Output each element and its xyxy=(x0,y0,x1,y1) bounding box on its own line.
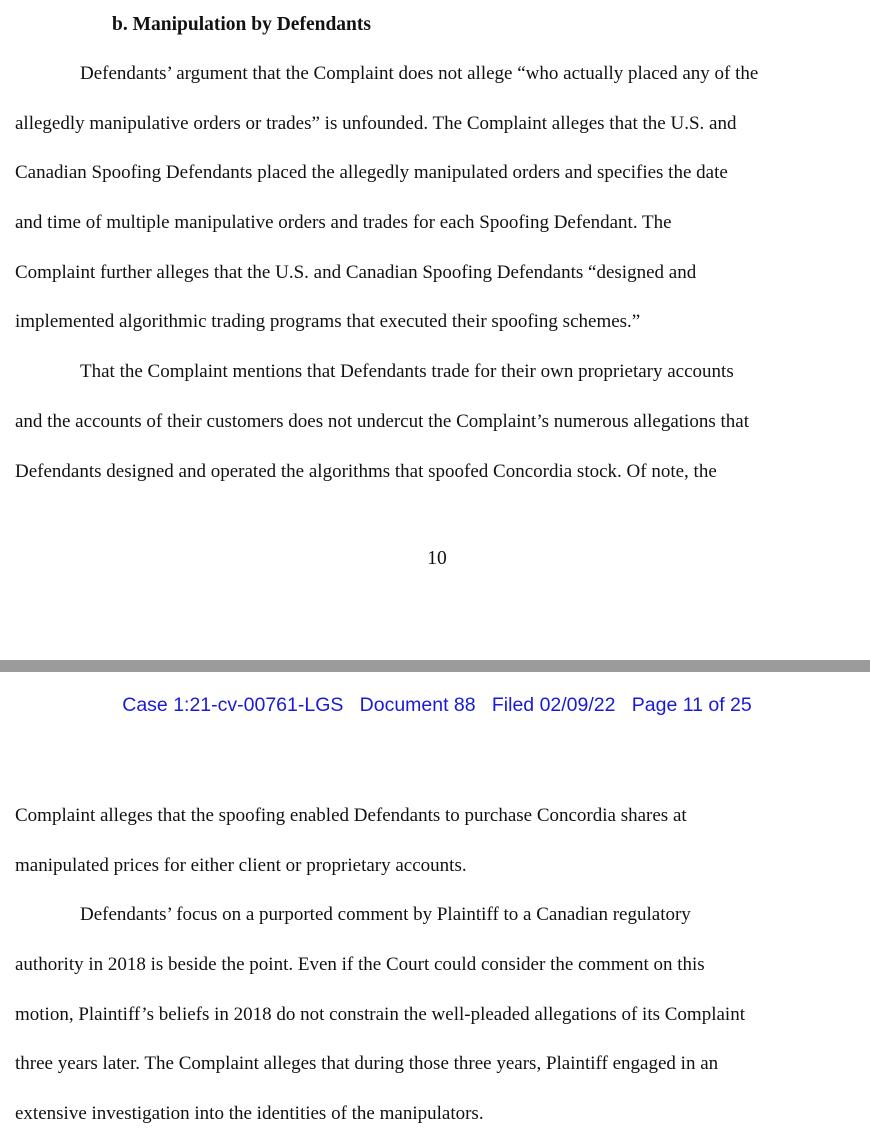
paragraph-line: motion, Plaintiff’s beliefs in 2018 do not constrain the well-pleaded allegations of its Complaint xyxy=(15,1003,745,1025)
case-header xyxy=(0,694,870,717)
paragraph-line: and the accounts of their customers does not undercut the Complaint’s numerous allegations that xyxy=(15,410,749,432)
page-of-total: Page 11 of 25 xyxy=(631,694,752,716)
page-divider xyxy=(0,660,870,672)
paragraph-line: implemented algorithmic trading programs that executed their spoofing schemes.” xyxy=(15,311,641,333)
paragraph-line: Defendants’ focus on a purported comment by Plaintiff to a Canadian regulatory xyxy=(80,904,691,926)
paragraph-line: Complaint alleges that the spoofing enabled Defendants to purchase Concordia shares at xyxy=(15,805,687,826)
paragraph-line: extensive investigation into the identities of the manipulators. xyxy=(15,1103,484,1125)
paragraph-line: Defendants designed and operated the algorithms that spoofed Concordia stock. Of note, the xyxy=(15,460,717,482)
paragraph-line: That the Complaint mentions that Defendants trade for their own proprietary accounts xyxy=(80,361,734,383)
paragraph-line: and time of multiple manipulative orders and trades for each Spoofing Defendant. The xyxy=(15,212,672,234)
section-heading: b. Manipulation by Defendants xyxy=(112,14,371,35)
paragraph-line: authority in 2018 is beside the point. Even if the Court could consider the comment on this xyxy=(15,954,705,976)
paragraph-line: Canadian Spoofing Defendants placed the allegedly manipulated orders and specifies the date xyxy=(15,162,728,184)
paragraph-line: three years later. The Complaint alleges that during those three years, Plaintiff engaged in an xyxy=(15,1053,719,1075)
document-number: Document 88 xyxy=(359,694,476,716)
case-number: Case 1:21-cv-00761-LGS xyxy=(122,694,344,716)
paragraph-line: Defendants’ argument that the Complaint does not allege “who actually placed any of the xyxy=(80,63,759,84)
page-10-body xyxy=(15,49,860,496)
filed-date: Filed 02/09/22 xyxy=(491,694,616,716)
page-11-body xyxy=(15,791,860,1139)
page-number: 10 xyxy=(427,548,447,569)
paragraph-line: manipulated prices for either client or proprietary accounts. xyxy=(15,854,467,876)
paragraph-line: Complaint further alleges that the U.S. and Canadian Spoofing Defendants “designed and xyxy=(15,261,697,283)
paragraph-line: allegedly manipulative orders or trades” is unfounded. The Complaint alleges that the U.S. and xyxy=(15,112,737,134)
